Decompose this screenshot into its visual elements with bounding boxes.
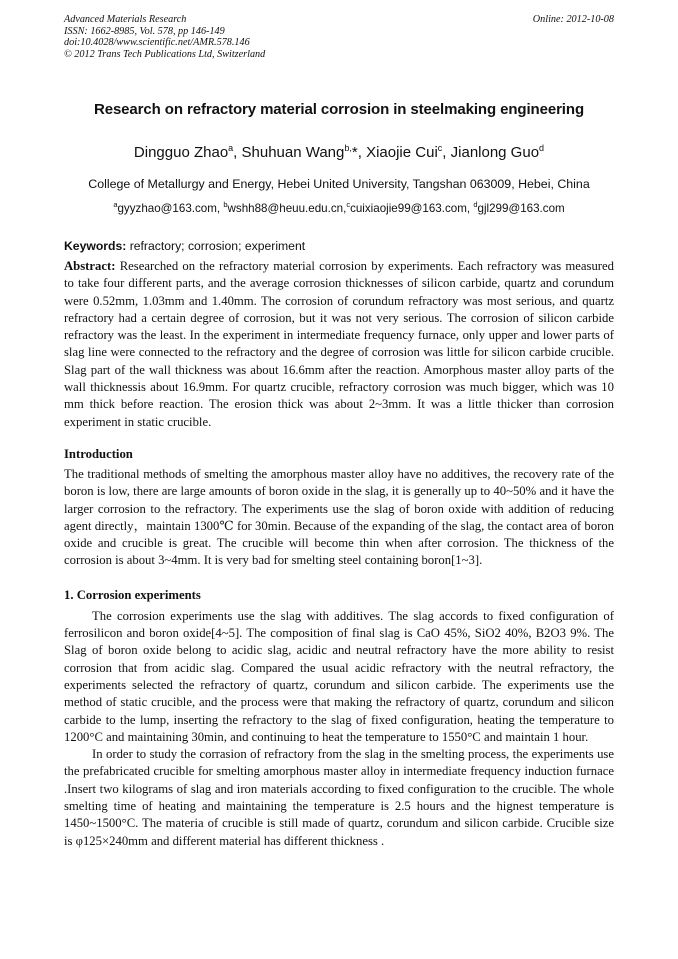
email-sup: b [223,200,228,209]
affiliation: College of Metallurgy and Energy, Hebei United University, Tangshan 063009, Hebei, China [88,177,590,191]
author-name: Xiaojie Cui [366,144,438,161]
email-sup: c [346,200,351,209]
author-sup: a [228,143,234,153]
author-sep: *, [351,144,367,161]
issn-line: ISSN: 1662-8985, Vol. 578, pp 146-149 [64,25,225,37]
author-sup: d [539,143,545,153]
keywords-label: Keywords: [64,239,127,253]
email-address[interactable]: wshh88@heuu.edu.cn, [227,202,347,215]
copyright-line: © 2012 Trans Tech Publications Ltd, Switzerland [64,48,266,60]
journal-header [64,14,614,60]
abstract-text: Researched on the refractory material corrosion by experiments. Each refractory was measured to take four different parts, and the average corrosion thicknesses of silicon carbide, quartz and corundum were 0.52mm, 1.03mm and 1.40mm. The corrosion of corundum refractory was most serious, and quartz refractory had a certain degree of corrosion, but it was not very serious. The corrosion of silicon carbide refractory was the least. In the experiment in intermediate frequency furnace, only upper and lower parts of slag line were connected to the refractory and the degree of corrosion was little for silicon carbide crucible. Slag part of the wall thickness was about 16.6mm after the reaction. Amorphous master alloy parts of the wall thicknessis about 16.9mm. For quartz crucible, refractory corrosion was much bigger, which was 10 mm thick before reaction. The erosion thick was about 2~3mm. It was a little thicker than corrosion experiment in static crucible. [64,259,614,429]
author-sup: c [437,143,443,153]
doi-line: doi:10.4028/www.scientific.net/AMR.578.146 [64,37,250,48]
author-name: Shuhuan Wang [241,144,345,161]
paper-title: Research on refractory material corrosion in steelmaking engineering [93,101,585,118]
author-sup: b, [344,143,352,153]
section-1-heading: 1. Corrosion experiments [64,587,201,602]
keywords [64,239,614,253]
email-sup: d [473,200,478,209]
online-date: Online: 2012-10-08 [532,14,614,25]
author-sep: , [442,144,451,161]
email-address[interactable]: gjl299@163.com [477,202,565,215]
abstract-label: Abstract: [64,259,116,273]
introduction-heading: Introduction [64,446,133,461]
email-sup: a [113,200,118,209]
author-list [64,143,614,161]
abstract [64,258,614,431]
section-1-paragraph-1: The corrosion experiments use the slag with additives. The slag accords to fixed configuration of ferrosilicon and boron oxide[4~5]. The composition of final slag is CaO 45%, SiO2 40%, B2O3 9%. The Slag of boron oxide belong to acidic slag, acidic and neutral refractory have the more ability to resist corrosion that from acidic slag. Compared the usual acidic refractory with the neutral refractory, the experiments selected the refractory of quartz, corundum and silicon carbide. The experiments use the method of static crucible, and the process were that making the refractory of quartz, corundum and silicon carbide to the lump, inserting the refractory to the slag of fixed configuration, heating the temperature to 1200°C and maintaining 30min, and continuing to heat the temperature to 1550°C and maintain 1 hour. [64,608,614,744]
author-name: Jianlong Guo [450,144,540,161]
email-list [64,200,614,215]
email-address[interactable]: cuixiaojie99@163.com, [350,202,474,215]
author-sep: , [233,144,242,161]
journal-name: Advanced Materials Research [64,14,187,25]
author-name: Dingguo Zhao [133,144,229,161]
introduction-paragraph: The traditional methods of smelting the amorphous master alloy have no additives, the recovery rate of the boron is low, there are large amounts of boron oxide in the slag, it is generally up to 40~50% and it have the larger corrosion to the refractory. The experiments use the slag of boron oxide with addition of reducing agent directly，maintain 1300℃ for 30min. Because of the expanding of the slag, the contact area of boron oxide and crucible is great. The crucible will become thin when after corrosion. The thickness of the corrosion is about 3~4mm. It is very bad for smelting steel containing boron[1~3]. [64,466,614,568]
email-address[interactable]: gyyzhao@163.com, [117,202,224,215]
keywords-text: refractory; corrosion; experiment [126,239,306,253]
section-1-paragraph-2: In order to study the corrasion of refractory from the slag in the smelting process, the experiments use the prefabricated crucible for smelting amorphous master alloy in intermediate frequency induction furnace .Insert two kilograms of slag and iron materials according to fixed configuration to the crucible. The whole smelting time of heating and maintaining the temperature is 2.5 hours and the hignest temperature is 1450~1500°C. The materia of crucible is still made of quartz, corundum and silicon carbide. Crucible size is φ125×240mm and different material has different thickness . [64,747,614,848]
